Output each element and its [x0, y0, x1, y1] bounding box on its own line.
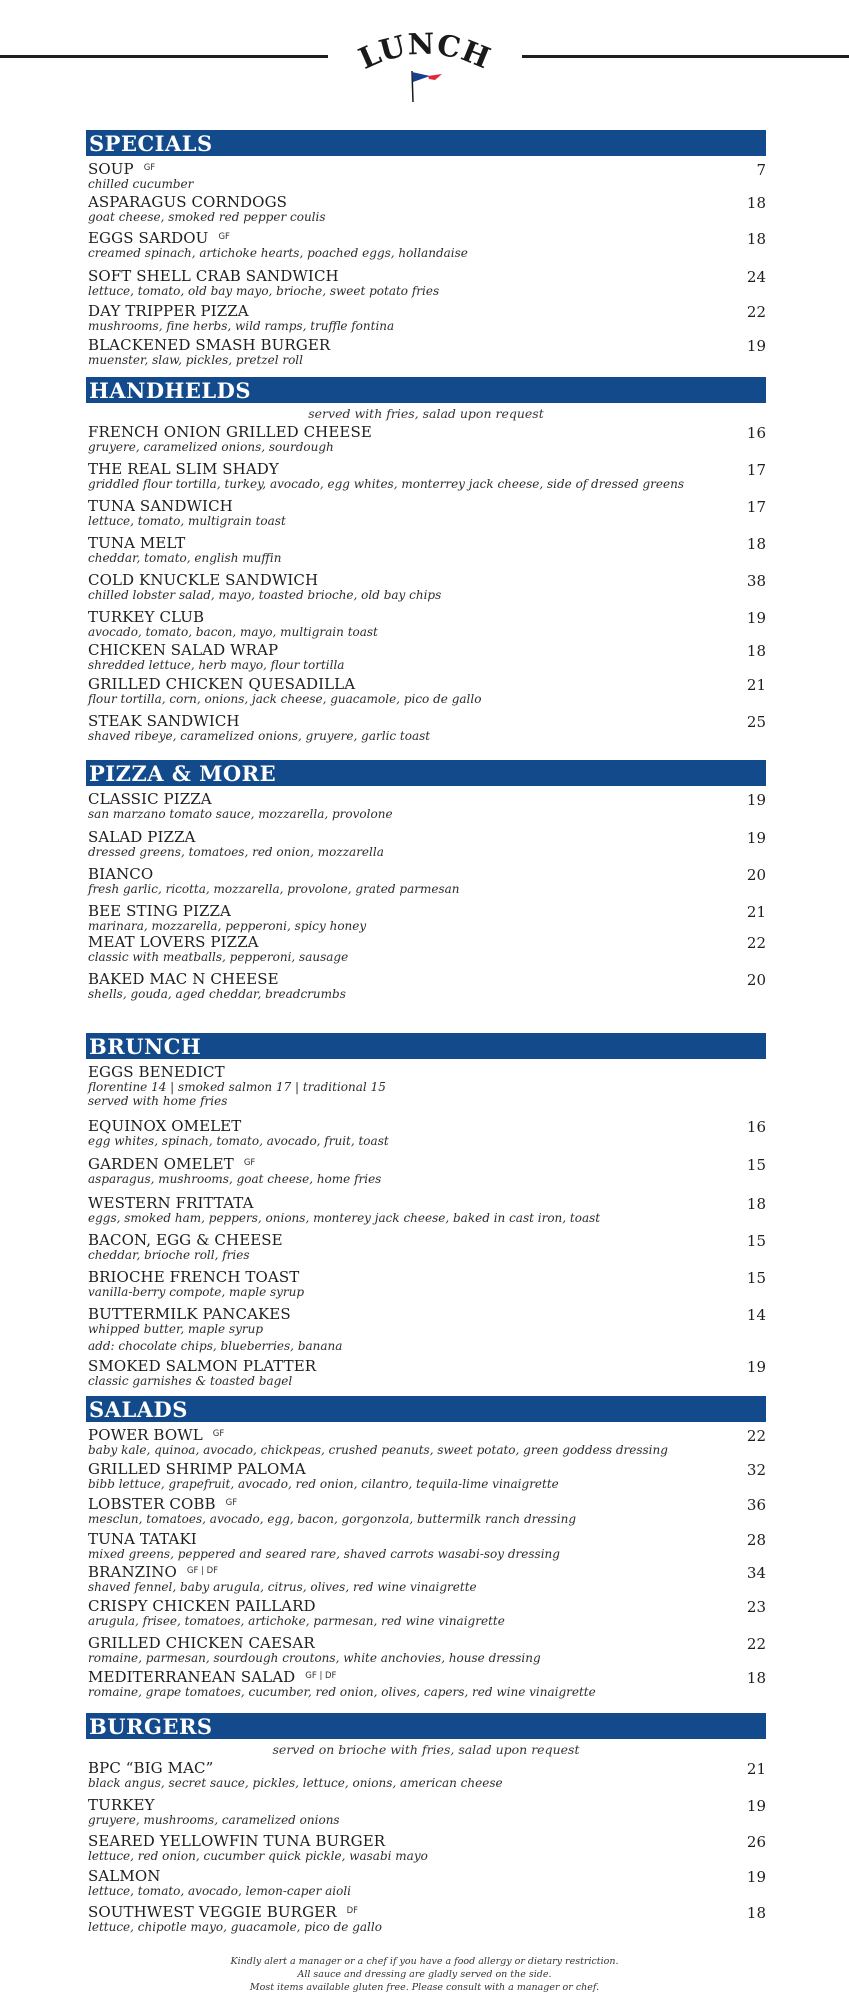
item-price: 15: [746, 1269, 766, 1287]
dietary-tag: DF: [346, 1906, 359, 1916]
item-price: 17: [746, 498, 766, 516]
section-salads: [86, 1396, 766, 1699]
item-name: BRIOCHE FRENCH TOAST: [88, 1268, 300, 1286]
item-description: florentine 14 | smoked salmon 17 | traditional 15: [88, 1080, 386, 1094]
menu-item: [86, 1193, 766, 1230]
menu-item: [86, 1494, 766, 1529]
item-price: 18: [746, 535, 766, 553]
item-name: CLASSIC PIZZA: [88, 790, 212, 808]
menu-item: [86, 1425, 766, 1459]
item-description: fresh garlic, ricotta, mozzarella, provolone, grated parmesan: [88, 882, 460, 896]
item-price: 19: [746, 1358, 766, 1376]
menu-item: [86, 1758, 766, 1795]
item-name: SMOKED SALMON PLATTER: [88, 1357, 317, 1375]
item-price: 19: [746, 829, 766, 847]
item-description: chilled cucumber: [88, 177, 194, 191]
item-name: TUNA MELT: [88, 534, 186, 552]
item-description: lettuce, tomato, multigrain toast: [88, 514, 286, 528]
item-price: 18: [746, 642, 766, 660]
lunch-logo-graphic: [350, 30, 500, 110]
dietary-tag: GF: [212, 1429, 225, 1439]
menu-item: [86, 901, 766, 932]
menu-item: [86, 1667, 766, 1699]
item-note: add: chocolate chips, blueberries, banana: [88, 1339, 343, 1353]
menu-item: [86, 1116, 766, 1154]
menu-item: [86, 711, 766, 741]
item-price: 20: [746, 971, 766, 989]
menu-item: [86, 496, 766, 533]
section-burgers: [86, 1713, 766, 1934]
section-subtitle: served on brioche with fries, salad upon request: [272, 1742, 580, 1757]
item-name: STEAK SANDWICH: [88, 712, 240, 730]
item-note: served with home fries: [88, 1094, 228, 1108]
item-name: BRANZINO: [88, 1563, 177, 1581]
item-description: eggs, smoked ham, peppers, onions, monterey jack cheese, baked in cast iron, toast: [88, 1211, 601, 1225]
item-name: LOBSTER COBB: [88, 1495, 216, 1513]
header-rule-left: [0, 55, 328, 58]
item-name: WESTERN FRITTATA: [88, 1194, 254, 1212]
item-description: mushrooms, fine herbs, wild ramps, truffle fontina: [88, 319, 395, 333]
section-title: SALADS: [86, 1396, 766, 1422]
item-name: ASPARAGUS CORNDOGS: [88, 193, 288, 211]
item-description: vanilla-berry compote, maple syrup: [88, 1285, 305, 1299]
item-name: BLACKENED SMASH BURGER: [88, 336, 331, 354]
item-description: cheddar, tomato, english muffin: [88, 551, 282, 565]
section-title: BRUNCH: [86, 1033, 766, 1059]
menu-item: [86, 932, 766, 969]
item-description: lettuce, tomato, old bay mayo, brioche, sweet potato fries: [88, 284, 440, 298]
item-description: classic with meatballs, pepperoni, sausage: [88, 950, 349, 964]
menu-item: [86, 674, 766, 711]
allergy-footer: [0, 1955, 849, 1994]
menu-item: [86, 789, 766, 827]
section-title: HANDHELDS: [86, 377, 766, 403]
menu-item: [86, 1154, 766, 1193]
item-description: lettuce, chipotle mayo, guacamole, pico de gallo: [88, 1920, 382, 1934]
menu-item: [86, 1356, 766, 1386]
item-name: BPC “BIG MAC”: [88, 1759, 214, 1777]
lunch-logo: [350, 30, 500, 110]
item-name: POWER BOWL: [88, 1426, 203, 1444]
menu-item: [86, 159, 766, 192]
menu-item: [86, 1529, 766, 1562]
item-name: TUNA SANDWICH: [88, 497, 233, 515]
menu-item: [86, 266, 766, 301]
menu-item: [86, 335, 766, 365]
dietary-tag: GF: [225, 1498, 238, 1508]
item-name: SOUTHWEST VEGGIE BURGER: [88, 1903, 337, 1921]
item-price: 36: [746, 1496, 766, 1514]
item-description: romaine, grape tomatoes, cucumber, red onion, olives, capers, red wine vinaigrette: [88, 1685, 596, 1699]
item-description: shredded lettuce, herb mayo, flour tortilla: [88, 658, 345, 672]
menu-item: [86, 640, 766, 674]
item-name: GRILLED CHICKEN QUESADILLA: [88, 675, 356, 693]
section-brunch: [86, 1033, 766, 1386]
item-price: 19: [746, 609, 766, 627]
menu-item: [86, 1596, 766, 1633]
item-description: lettuce, tomato, avocado, lemon-caper aioli: [88, 1884, 352, 1898]
item-name: MEAT LOVERS PIZZA: [88, 933, 259, 951]
menu-item: [86, 1831, 766, 1866]
item-name: EGGS BENEDICT: [88, 1063, 225, 1081]
item-description: goat cheese, smoked red pepper coulis: [88, 210, 326, 224]
item-description: arugula, frisee, tomatoes, artichoke, parmesan, red wine vinaigrette: [88, 1614, 505, 1628]
item-price: 26: [746, 1833, 766, 1851]
item-price: 38: [746, 572, 766, 590]
section-title: SPECIALS: [86, 130, 766, 156]
item-price: 34: [746, 1564, 766, 1582]
item-price: 19: [746, 337, 766, 355]
menu-item: [86, 533, 766, 570]
footer-line-2: All sauce and dressing are gladly served on the side.: [297, 1969, 552, 1980]
item-name: BEE STING PIZZA: [88, 902, 231, 920]
item-price: 14: [746, 1306, 766, 1324]
item-description: gruyere, caramelized onions, sourdough: [88, 440, 334, 454]
item-price: 24: [746, 268, 766, 286]
menu-item: [86, 1633, 766, 1667]
item-name: SOFT SHELL CRAB SANDWICH: [88, 267, 339, 285]
item-description: griddled flour tortilla, turkey, avocado, egg whites, monterrey jack cheese, side of dressed greens: [88, 477, 684, 491]
item-description: avocado, tomato, bacon, mayo, multigrain toast: [88, 625, 378, 639]
item-name: COLD KNUCKLE SANDWICH: [88, 571, 319, 589]
footer-line-3: Most items available gluten free. Please consult with a manager or chef.: [249, 1982, 600, 1993]
item-name: FRENCH ONION GRILLED CHEESE: [88, 423, 372, 441]
item-description: baby kale, quinoa, avocado, chickpeas, crushed peanuts, sweet potato, green goddess dressing: [88, 1443, 668, 1457]
item-price: 32: [746, 1461, 766, 1479]
item-description: shaved fennel, baby arugula, citrus, olives, red wine vinaigrette: [88, 1580, 477, 1594]
item-name: THE REAL SLIM SHADY: [88, 460, 279, 478]
item-price: 21: [746, 903, 766, 921]
section-title: BURGERS: [86, 1713, 766, 1739]
item-name: SALMON: [88, 1867, 161, 1885]
item-description: black angus, secret sauce, pickles, lettuce, onions, american cheese: [88, 1776, 503, 1790]
menu-item: [86, 1267, 766, 1304]
item-description: marinara, mozzarella, pepperoni, spicy honey: [88, 919, 367, 933]
item-price: 18: [746, 194, 766, 212]
item-price: 15: [746, 1232, 766, 1250]
menu-item: [86, 607, 766, 640]
menu-item: [86, 827, 766, 864]
menu-item: [86, 1866, 766, 1902]
item-name: BUTTERMILK PANCAKES: [88, 1305, 291, 1323]
footer-line-1: Kindly alert a manager or a chef if you have a food allergy or dietary restriction.: [230, 1956, 619, 1967]
menu-item: [86, 192, 766, 228]
item-price: 18: [746, 1669, 766, 1687]
item-name: EGGS SARDOU: [88, 229, 209, 247]
item-price: 21: [746, 1760, 766, 1778]
item-price: 22: [746, 303, 766, 321]
item-description: shells, gouda, aged cheddar, breadcrumbs: [88, 987, 346, 1001]
menu-item: [86, 570, 766, 607]
item-price: 22: [746, 1427, 766, 1445]
item-description: lettuce, red onion, cucumber quick pickle, wasabi mayo: [88, 1849, 428, 1863]
item-price: 16: [746, 424, 766, 442]
menu-item: [86, 459, 766, 496]
item-description: flour tortilla, corn, onions, jack cheese, guacamole, pico de gallo: [88, 692, 482, 706]
item-description: shaved ribeye, caramelized onions, gruyere, garlic toast: [88, 729, 431, 743]
item-description: cheddar, brioche roll, fries: [88, 1248, 250, 1262]
item-description: muenster, slaw, pickles, pretzel roll: [88, 353, 303, 367]
item-name: BACON, EGG & CHEESE: [88, 1231, 283, 1249]
item-name: DAY TRIPPER PIZZA: [88, 302, 249, 320]
menu-item: [86, 1459, 766, 1494]
menu-item: [86, 1795, 766, 1831]
item-price: 17: [746, 461, 766, 479]
item-price: 18: [746, 1195, 766, 1213]
item-price: 21: [746, 676, 766, 694]
item-price: 20: [746, 866, 766, 884]
item-name: BIANCO: [88, 865, 154, 883]
item-price: 7: [756, 161, 766, 179]
menu-item: [86, 864, 766, 901]
item-name: TURKEY CLUB: [88, 608, 205, 626]
item-name: GRILLED SHRIMP PALOMA: [88, 1460, 306, 1478]
item-name: SALAD PIZZA: [88, 828, 196, 846]
item-description: gruyere, mushrooms, caramelized onions: [88, 1813, 340, 1827]
menu-item: [86, 1230, 766, 1267]
item-description: mixed greens, peppered and seared rare, shaved carrots wasabi-soy dressing: [88, 1547, 560, 1561]
menu-item: [86, 1304, 766, 1356]
item-name: BAKED MAC N CHEESE: [88, 970, 279, 988]
item-price: 18: [746, 1904, 766, 1922]
item-price: 22: [746, 934, 766, 952]
item-description: whipped butter, maple syrup: [88, 1322, 264, 1336]
item-name: GARDEN OMELET: [88, 1155, 234, 1173]
menu-item: [86, 969, 766, 999]
item-description: romaine, parmesan, sourdough croutons, white anchovies, house dressing: [88, 1651, 541, 1665]
item-name: SEARED YELLOWFIN TUNA BURGER: [88, 1832, 386, 1850]
menu-item: [86, 228, 766, 266]
item-price: 15: [746, 1156, 766, 1174]
item-price: 19: [746, 1868, 766, 1886]
item-price: 23: [746, 1598, 766, 1616]
dietary-tag: GF | DF: [305, 1671, 337, 1681]
section-title: PIZZA & MORE: [86, 760, 766, 786]
item-price: 19: [746, 1797, 766, 1815]
item-description: chilled lobster salad, mayo, toasted brioche, old bay chips: [88, 588, 442, 602]
item-price: 28: [746, 1531, 766, 1549]
item-name: MEDITERRANEAN SALAD: [88, 1668, 296, 1686]
item-price: 19: [746, 791, 766, 809]
logo-title: LUNCH: [353, 30, 496, 76]
item-name: CRISPY CHICKEN PAILLARD: [88, 1597, 316, 1615]
header-rule-right: [522, 55, 849, 58]
item-description: asparagus, mushrooms, goat cheese, home fries: [88, 1172, 382, 1186]
svg-text:LUNCH: [354, 30, 496, 76]
item-name: GRILLED CHICKEN CAESAR: [88, 1634, 315, 1652]
item-price: 16: [746, 1118, 766, 1136]
item-name: CHICKEN SALAD WRAP: [88, 641, 279, 659]
item-price: 22: [746, 1635, 766, 1653]
section-handhelds: [86, 377, 766, 741]
item-name: SOUP: [88, 160, 134, 178]
dietary-tag: GF | DF: [186, 1566, 219, 1576]
flag-icon: [412, 72, 430, 82]
menu-item: [86, 1062, 766, 1116]
item-description: bibb lettuce, grapefruit, avocado, red onion, cilantro, tequila-lime vinaigrette: [88, 1477, 559, 1491]
item-description: san marzano tomato sauce, mozzarella, provolone: [88, 807, 393, 821]
menu-item: [86, 301, 766, 335]
menu-item: [86, 1562, 766, 1596]
item-price: 18: [746, 230, 766, 248]
dietary-tag: GF: [218, 232, 230, 242]
dietary-tag: GF: [243, 1158, 256, 1168]
section-pizza-more: [86, 760, 766, 999]
item-name: EQUINOX OMELET: [88, 1117, 242, 1135]
menu-item: [86, 1902, 766, 1934]
dietary-tag: GF: [143, 163, 156, 173]
item-description: egg whites, spinach, tomato, avocado, fruit, toast: [88, 1134, 389, 1148]
item-name: TURKEY: [88, 1796, 155, 1814]
item-description: classic garnishes & toasted bagel: [88, 1374, 293, 1388]
item-description: dressed greens, tomatoes, red onion, mozzarella: [88, 845, 384, 859]
item-name: TUNA TATAKI: [88, 1530, 197, 1548]
section-specials: [86, 130, 766, 365]
item-description: creamed spinach, artichoke hearts, poached eggs, hollandaise: [88, 246, 468, 260]
item-price: 25: [746, 713, 766, 731]
menu-item: [86, 422, 766, 459]
item-description: mesclun, tomatoes, avocado, egg, bacon, gorgonzola, buttermilk ranch dressing: [88, 1512, 577, 1526]
section-subtitle: served with fries, salad upon request: [308, 406, 544, 421]
